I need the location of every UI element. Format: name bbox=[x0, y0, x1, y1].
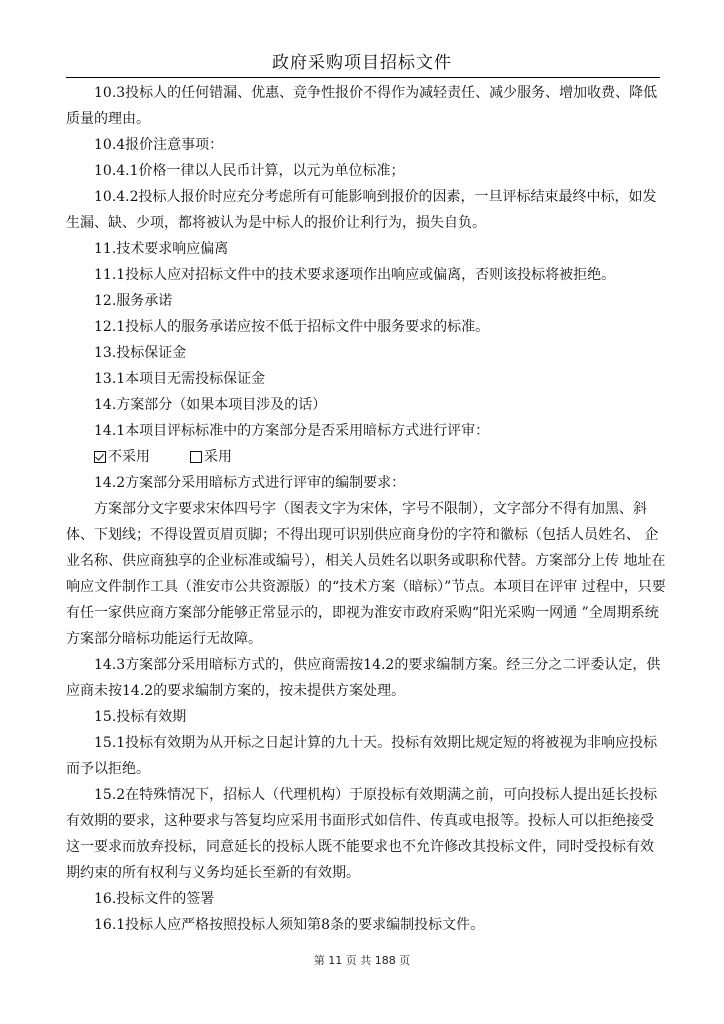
paragraph: 11.1投标人应对招标文件中的技术要求逐项作出响应或偏离，否则该投标将被拒绝。 bbox=[94, 267, 616, 283]
section-heading: 15.投标有效期 bbox=[94, 709, 187, 725]
paragraph: 14.2方案部分采用暗标方式进行评审的编制要求： bbox=[94, 475, 406, 491]
paragraph: 13.1本项目无需投标保证金 bbox=[94, 371, 266, 387]
not-adopt-label: 不采用 bbox=[108, 449, 150, 465]
paragraph: 15.1投标有效期为从开标之日起计算的九十天。投标有效期比规定短的将被视为非响应投标而予以拒绝。 bbox=[66, 735, 658, 777]
paragraph: 方案部分文字要求宋体四号字（图表文字为宋体，字号不限制），文字部分不得有加黑、斜体、下划线；不得设置页眉页脚；不得出现可识别供应商身份的字符和徽标（包括人员姓名、 企业名称、供应商独享的企业标准或编号），相关人员姓名以职务或职称代替。方案部分上传 地址在响应文件制作工具（淮安市公共资源版）的“技术方案（暗标）”节点。本项目在评审 过程中，只要有任一家供应商方案部分能够正常显示的，即视为淮安市政府采购“阳光采购一网通 ”全周期系统方案部分暗标功能运行无故障。 bbox=[66, 501, 666, 647]
not-adopt-checkbox[interactable] bbox=[94, 451, 106, 463]
document-body bbox=[66, 80, 666, 938]
paragraph: 16.1投标人应严格按照投标人须知第8条的要求编制投标文件。 bbox=[94, 917, 485, 933]
paragraph: 10.4.2投标人报价时应充分考虑所有可能影响到报价的因素，一旦评标结束最终中标，如发生漏、缺、少项，都将被认为是中标人的报价让利行为，损失自负。 bbox=[66, 189, 657, 231]
adopt-label: 采用 bbox=[204, 449, 232, 465]
section-heading: 12.服务承诺 bbox=[94, 293, 173, 309]
paragraph: 12.1投标人的服务承诺应按不低于招标文件中服务要求的标准。 bbox=[94, 319, 490, 335]
adopt-checkbox[interactable] bbox=[190, 451, 202, 463]
page-number: 第 11 页 共 188 页 bbox=[313, 954, 411, 967]
header-divider bbox=[66, 77, 660, 78]
paragraph: 10.4报价注意事项： bbox=[94, 137, 224, 153]
section-heading: 14.方案部分（如果本项目涉及的话） bbox=[94, 397, 327, 413]
page-title: 政府采购项目招标文件 bbox=[272, 53, 452, 73]
paragraph: 15.2在特殊情况下，招标人（代理机构）于原投标有效期满之前，可向投标人提出延长投标有效期的要求，这种要求与答复均应采用书面形式如信件、传真或电报等。投标人可以拒绝接受这一要求而放弃投标，同意延长的投标人既不能要求也不允许修改其投标文件，同时受投标有效期约束的所有权利与义务均延长至新的有效期。 bbox=[66, 787, 658, 881]
paragraph: 14.3方案部分采用暗标方式的，供应商需按14.2的要求编制方案。经三分之二评委认定，供应商未按14.2的要求编制方案的，按未提供方案处理。 bbox=[66, 657, 661, 699]
paragraph: 10.3投标人的任何错漏、优惠、竞争性报价不得作为减轻责任、减少服务、增加收费、降低质量的理由。 bbox=[66, 85, 658, 127]
section-heading: 13.投标保证金 bbox=[94, 345, 187, 361]
paragraph: 14.1本项目评标标准中的方案部分是否采用暗标方式进行评审： bbox=[94, 423, 490, 439]
paragraph: 10.4.1价格一律以人民币计算，以元为单位标准； bbox=[94, 163, 405, 179]
section-heading: 16.投标文件的签署 bbox=[94, 891, 215, 907]
scoring-method-options bbox=[66, 444, 666, 470]
section-heading: 11.技术要求响应偏离 bbox=[94, 241, 229, 257]
